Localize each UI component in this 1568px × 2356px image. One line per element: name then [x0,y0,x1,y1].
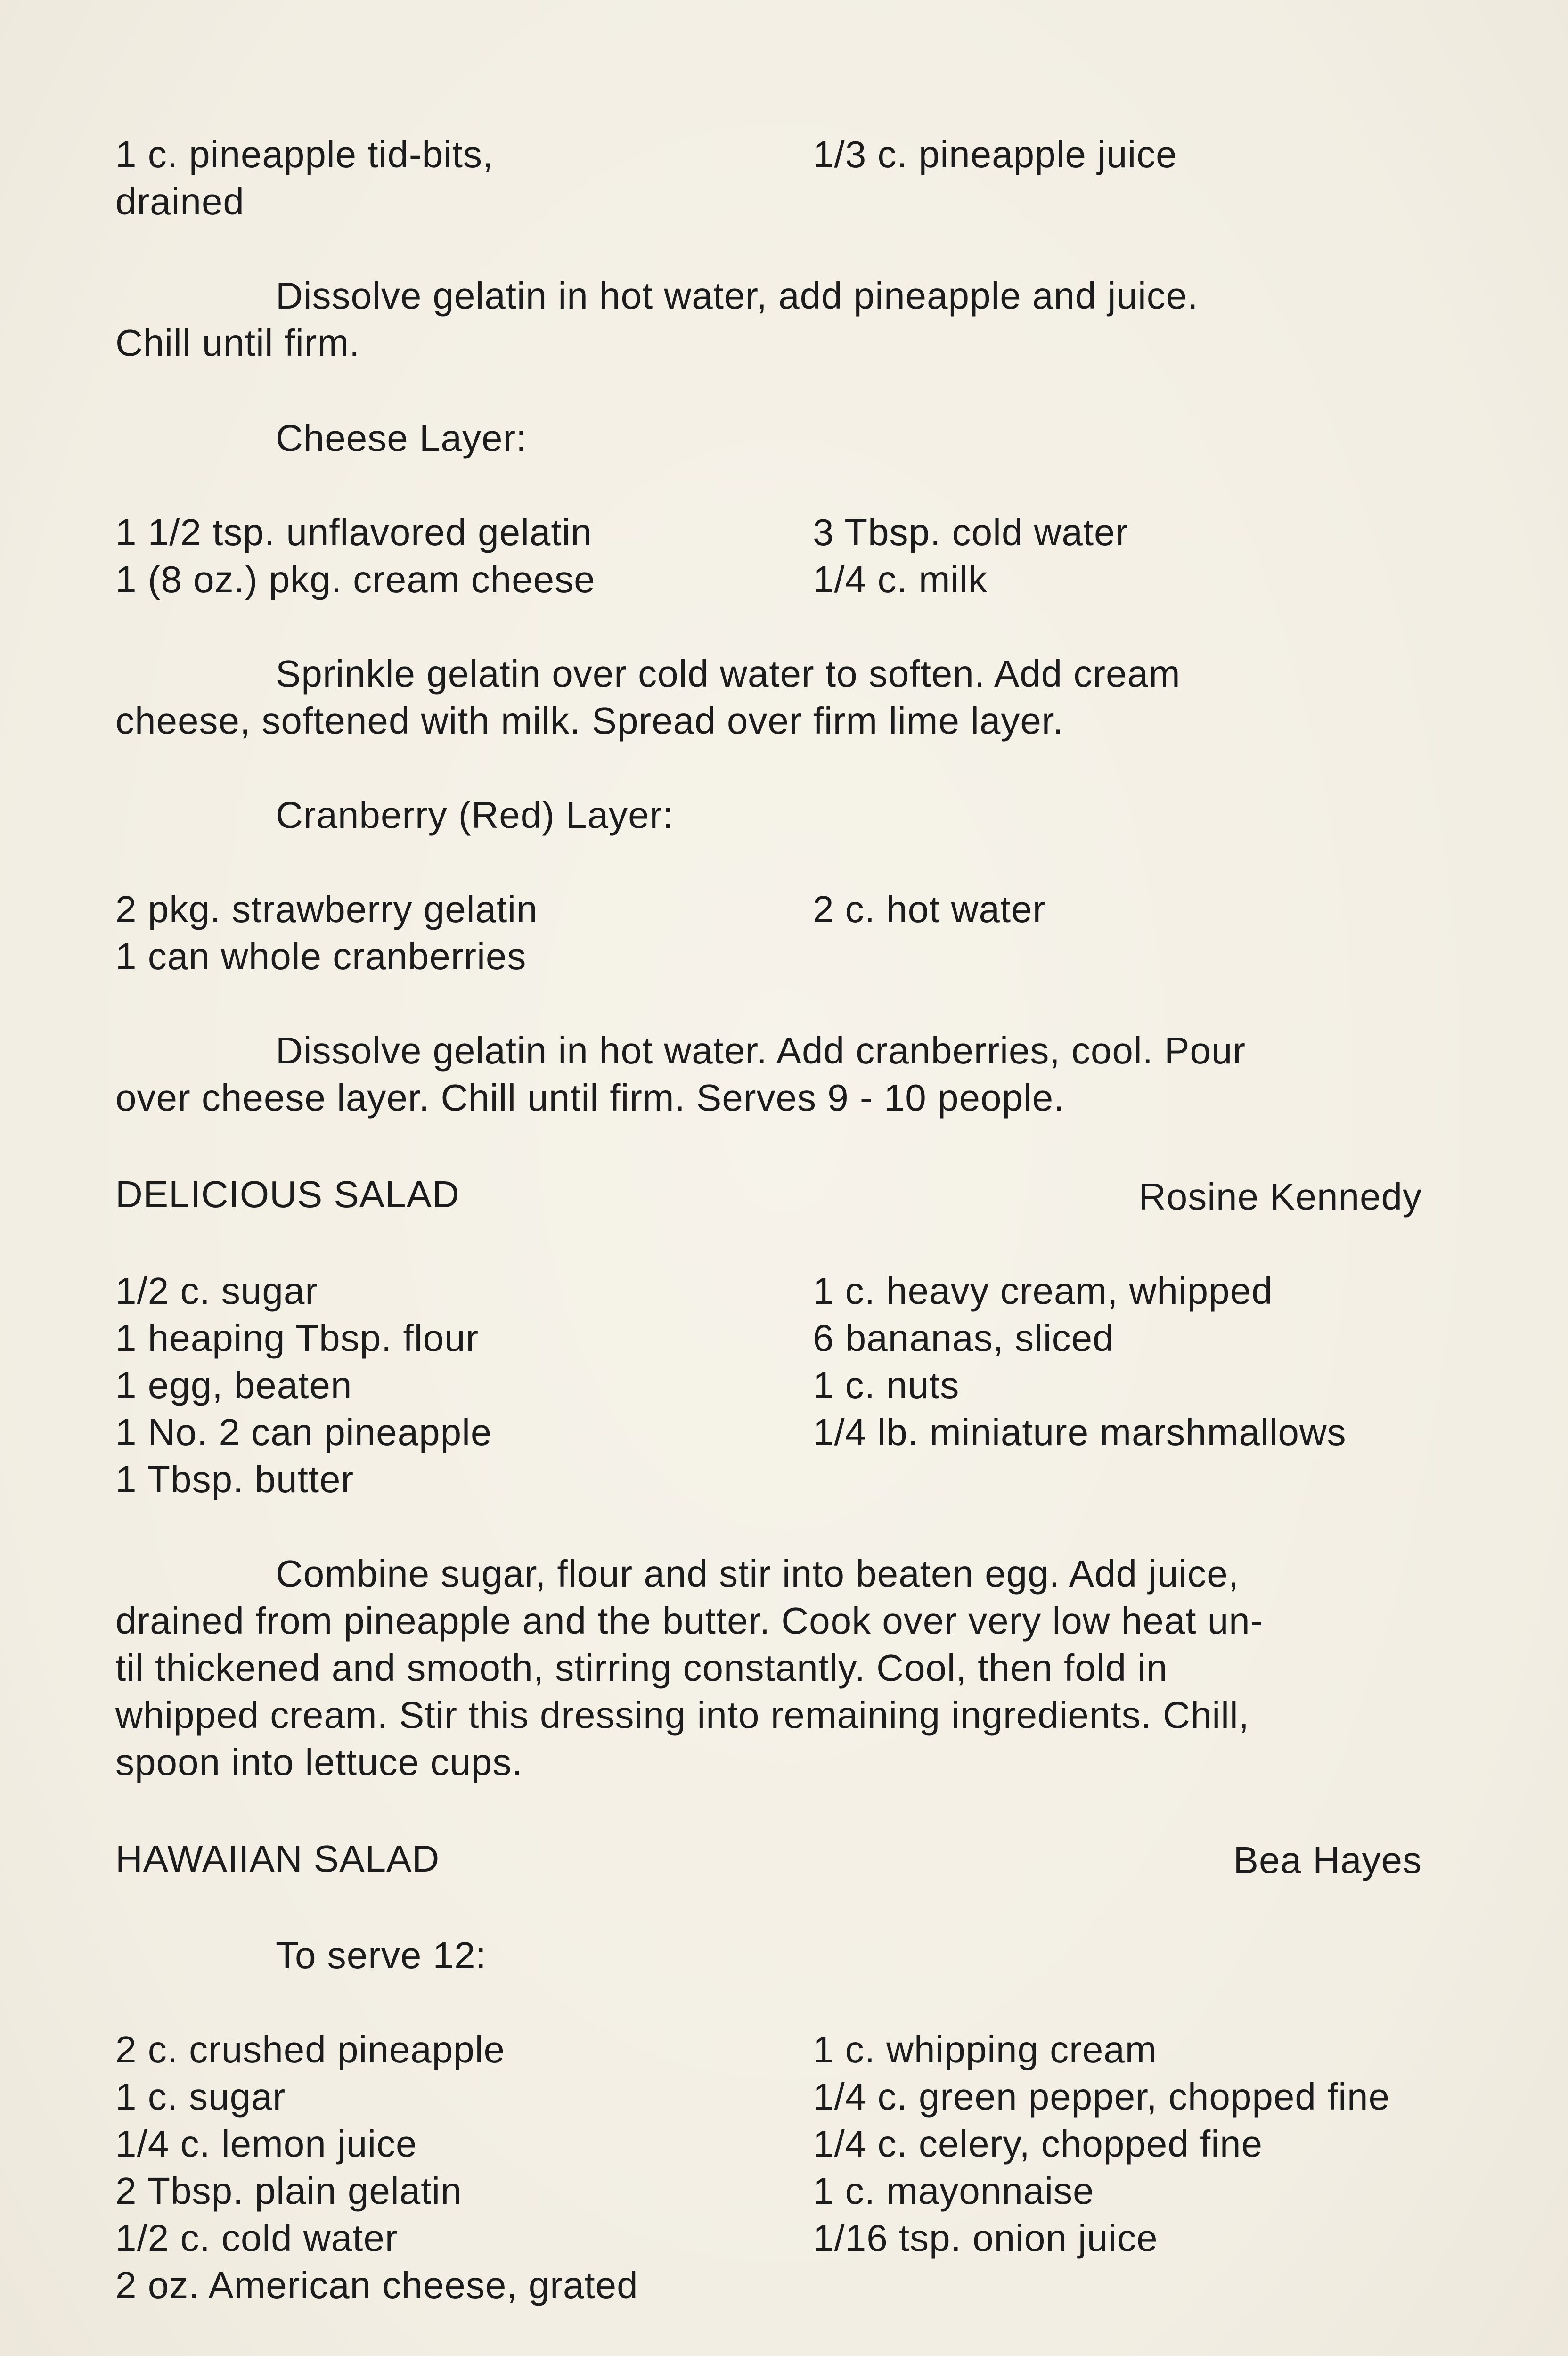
ingredient-line: 1 c. heavy cream, whipped [813,1270,1273,1312]
instruction-line: whipped cream. Stir this dressing into remaining ingredients. Chill, [115,1694,1250,1736]
instruction-line: cheese, softened with milk. Spread over firm lime layer. [115,700,1064,742]
ingredient-line: 1 No. 2 can pineapple [115,1411,492,1453]
ingredient-line: 1/4 c. green pepper, chopped fine [813,2076,1390,2118]
ingredient-line: 1 c. pineapple tid-bits, [115,133,494,175]
ingredient-line: 1 can whole cranberries [115,935,527,977]
ingredient-line: 1 1/2 tsp. unflavored gelatin [115,511,592,553]
ingredient-line: 1 c. nuts [813,1364,960,1406]
instruction-line: Sprinkle gelatin over cold water to soften. Add cream [276,653,1181,695]
ingredient-line: 1/2 c. cold water [115,2217,398,2259]
ingredient-line: 6 bananas, sliced [813,1317,1114,1359]
ingredient-line: drained [115,180,245,222]
ingredient-line: 2 pkg. strawberry gelatin [115,888,538,930]
ingredient-line: 1 egg, beaten [115,1364,352,1406]
ingredient-line: 1 c. sugar [115,2076,286,2118]
ingredient-line: 1/2 c. sugar [115,1270,318,1312]
recipe-author: Bea Hayes [1233,1839,1422,1881]
ingredient-line: 1 c. mayonnaise [813,2170,1094,2212]
ingredient-line: 2 Tbsp. plain gelatin [115,2170,462,2212]
instruction-line: spoon into lettuce cups. [115,1741,523,1783]
recipe-title: DELICIOUS SALAD [115,1173,460,1215]
ingredient-line: 1 c. whipping cream [813,2029,1157,2070]
recipe-author: Rosine Kennedy [1138,1176,1422,1218]
instruction-line: over cheese layer. Chill until firm. Serves 9 - 10 people. [115,1077,1065,1119]
ingredient-line: 1/4 c. milk [813,558,988,600]
instruction-line: Dissolve gelatin in hot water, add pineapple and juice. [276,275,1199,317]
ingredient-line: 3 Tbsp. cold water [813,511,1129,553]
ingredient-line: 1/4 c. celery, chopped fine [813,2123,1263,2165]
instruction-line: Combine sugar, flour and stir into beaten egg. Add juice, [276,1553,1239,1595]
instruction-line: drained from pineapple and the butter. Cook over very low heat un- [115,1600,1264,1642]
ingredient-line: 2 c. hot water [813,888,1046,930]
section-heading: Cranberry (Red) Layer: [276,794,674,836]
section-heading: Cheese Layer: [276,417,527,459]
serving-note: To serve 12: [276,1934,487,1976]
ingredient-line: 1 heaping Tbsp. flour [115,1317,479,1359]
ingredient-line: 1/3 c. pineapple juice [813,133,1177,175]
instruction-line: Chill until firm. [115,322,360,364]
ingredient-line: 1 Tbsp. butter [115,1458,354,1500]
ingredient-line: 1/16 tsp. onion juice [813,2217,1158,2259]
ingredient-line: 2 oz. American cheese, grated [115,2264,638,2306]
ingredient-line: 2 c. crushed pineapple [115,2029,505,2070]
ingredient-line: 1 (8 oz.) pkg. cream cheese [115,558,596,600]
instruction-line: Dissolve gelatin in hot water. Add cranberries, cool. Pour [276,1030,1246,1072]
recipe-title: HAWAIIAN SALAD [115,1838,440,1880]
instruction-line: til thickened and smooth, stirring constantly. Cool, then fold in [115,1647,1168,1689]
ingredient-line: 1/4 lb. miniature marshmallows [813,1411,1347,1453]
ingredient-line: 1/4 c. lemon juice [115,2123,417,2165]
